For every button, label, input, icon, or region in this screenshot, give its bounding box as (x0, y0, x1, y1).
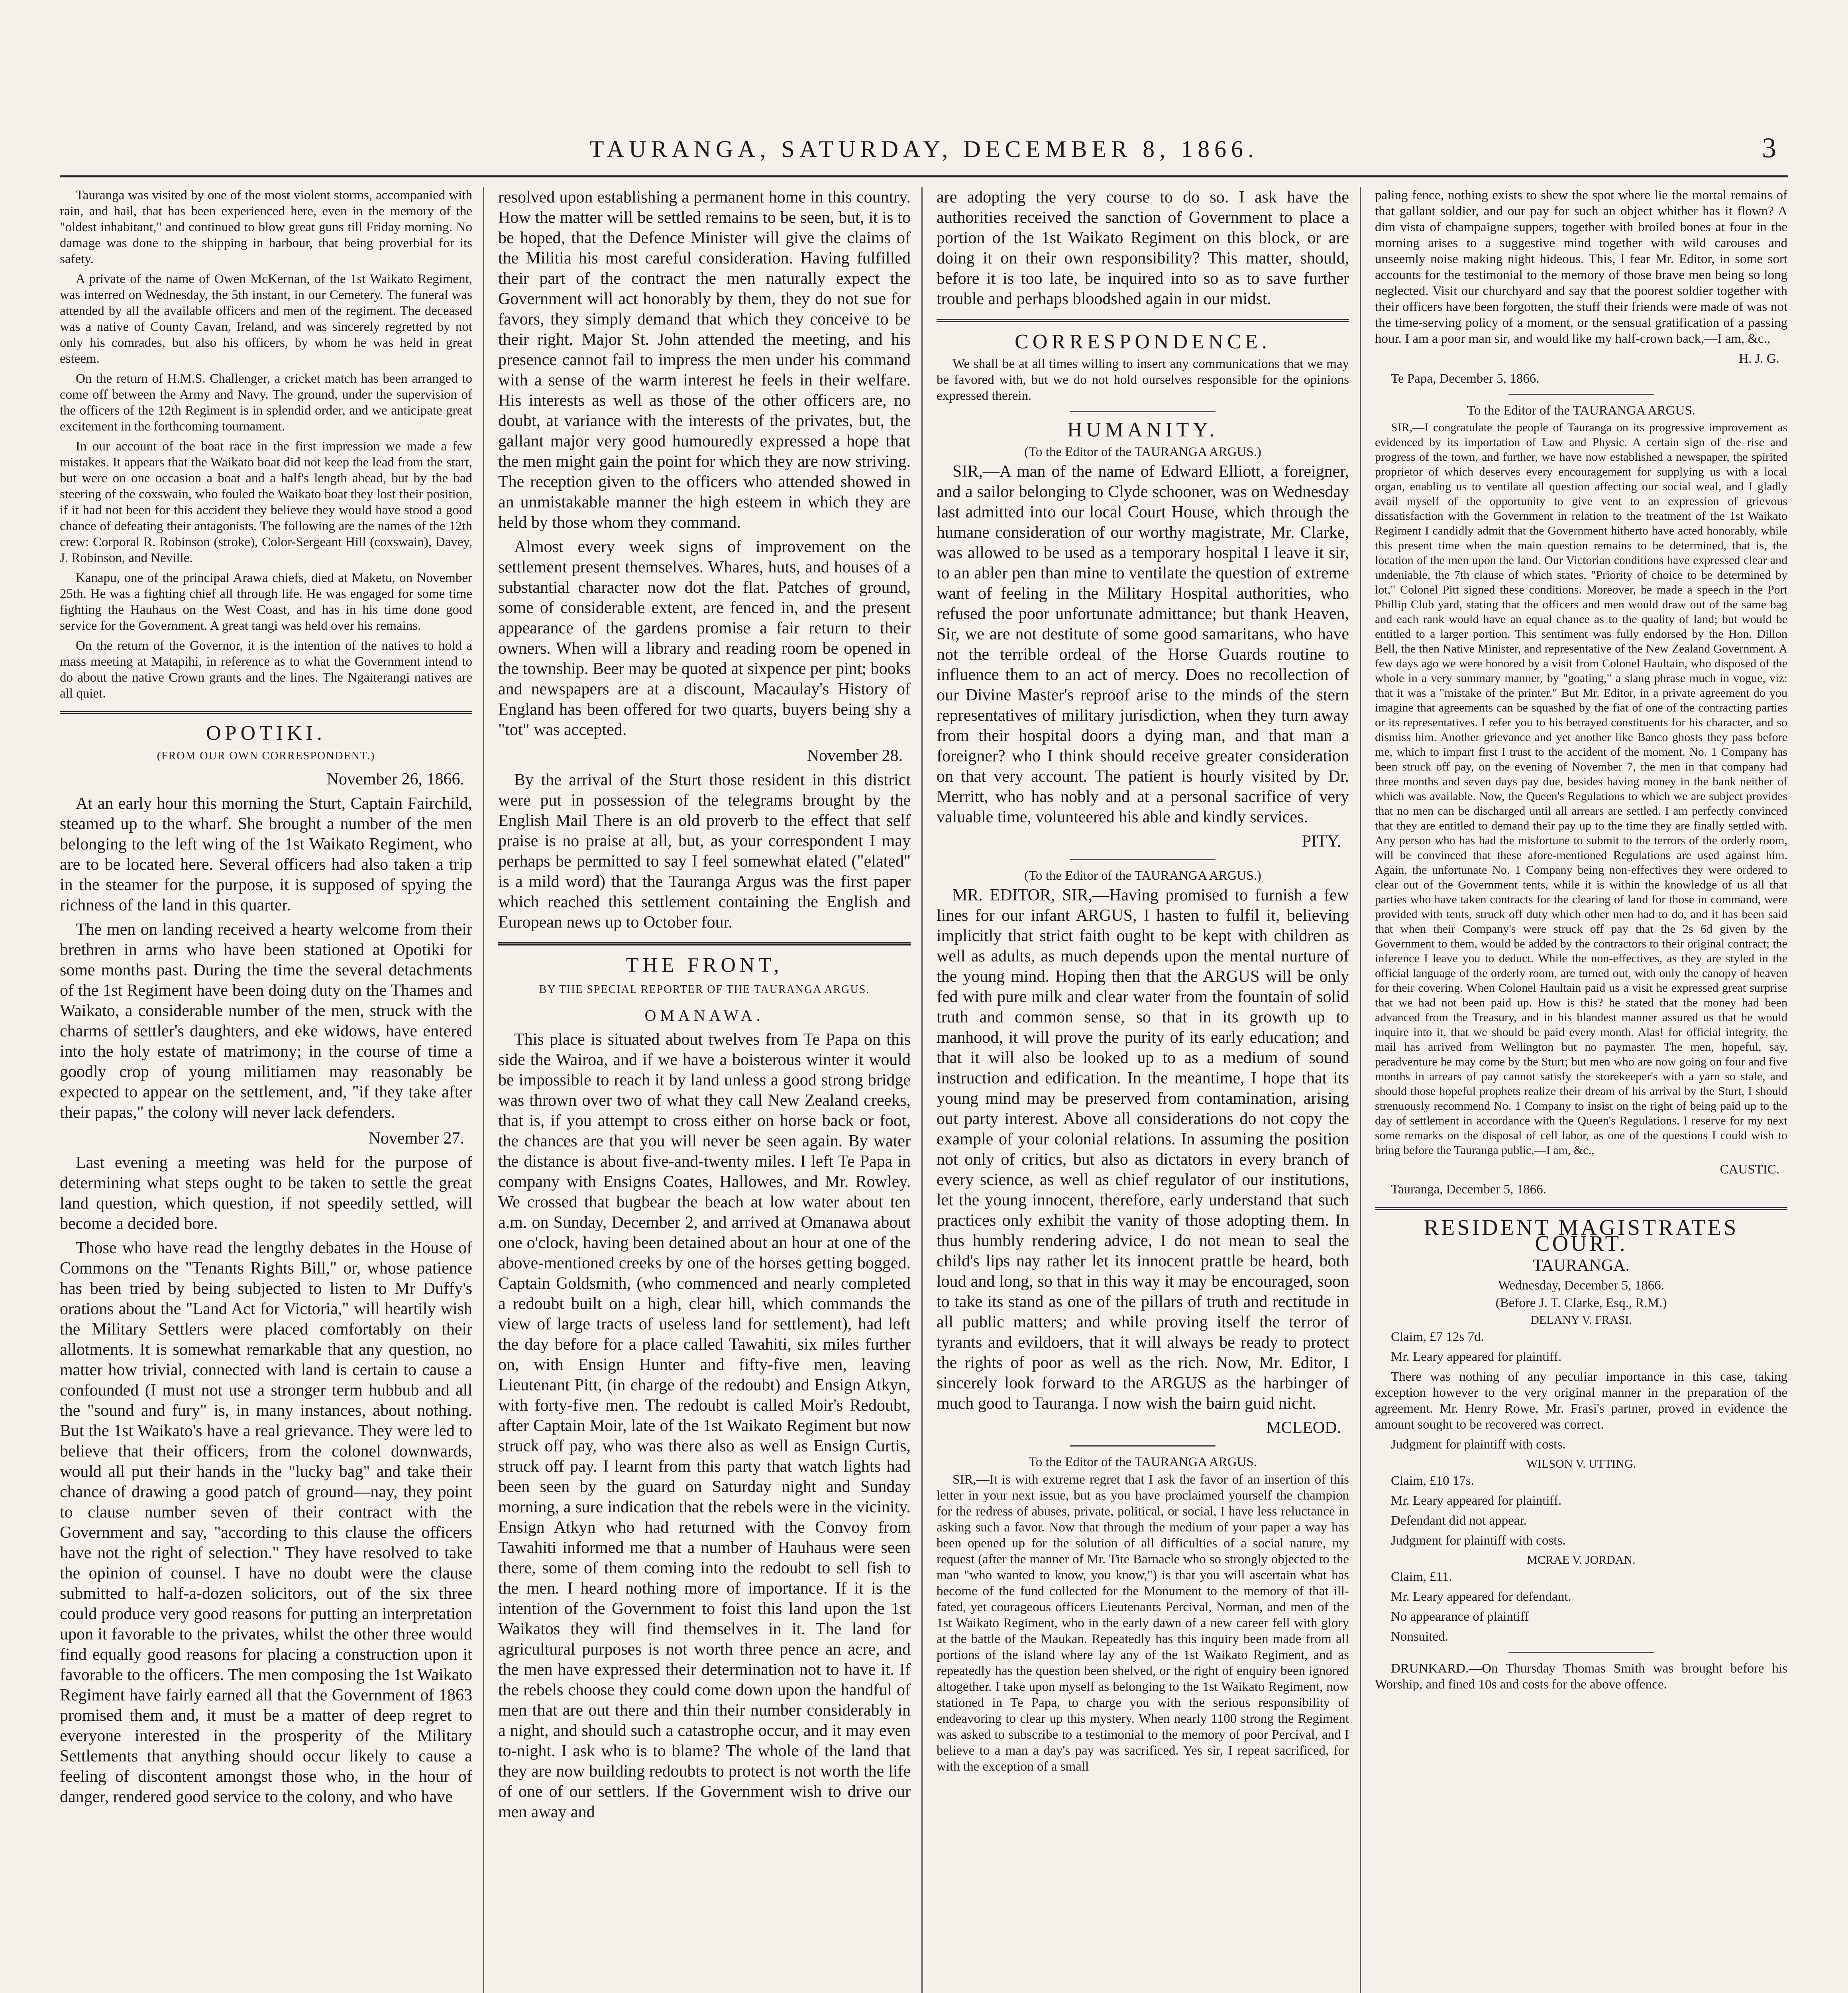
article-paragraph: The men on landing received a hearty welcome from their brethren in arms who have been stationed at Opotiki for some months past. During the time the several detachments of the 1st Regiment have been doing duty on the Thames and Waikato, a considerable number of the men, struck with the charms of settler's daughters, and eke widows, have entered into the holy estate of matrimony; in the course of time a goodly crop of young militiamen may reasonably be expected to appear on the settlement, and, "if they take after their papas," the colony will never lack defenders. (60, 920, 472, 1122)
case-line: Judgment for plaintiff with costs. (1391, 1533, 1566, 1548)
court-place: TAURANGA. (1533, 1256, 1630, 1275)
divider (1070, 859, 1215, 861)
case-line: No appearance of plaintiff (1391, 1610, 1529, 1624)
letter-body: paling fence, nothing exists to shew the spot where lie the mortal remains of that gallant soldier, and our pay for such an object whither has it flown? A dim vista of champaigne suppers, together with broiled bones at four in the morning arises to a suggestive mind together with wild carouses and unseemly noise making night hideous. This, I fear Mr. Editor, in some sort accounts for the testimonial to the memory of those brave men being so long neglected. Visit our churchyard and say that the poorest soldier together with their officers have been forgotten, the stuff their friends were made of was not the time-serving policy of a moment, or the sensual gratification of a passing hour. I am a poor man sir, and would like my half-crown back,—I am, &c., (1375, 188, 1787, 346)
column-2 (498, 187, 911, 1826)
column-rule (1360, 187, 1361, 1993)
letter-address: (To the Editor of the TAURANGA ARGUS.) (1024, 445, 1261, 459)
news-paragraph: On the return of the Governor, it is the intention of the natives to hold a mass meeting at Matapihi, in reference as to what the Government intend to do about the native Crown grants and the lines. The Ngaiterangi natives are all quiet. (60, 639, 472, 701)
column-1 (60, 187, 472, 1811)
letter-signature: PITY. (1302, 832, 1341, 851)
case-title: MCRAE V. JORDAN. (1527, 1553, 1636, 1566)
section-divider (498, 942, 911, 945)
letter-body: SIR,—I congratulate the people of Tauranga on its progressive improvement as evidenced by its importation of Law and Physic. A certain sign of the rise and progress of the town, and further, we have now established a newspaper, the spirited proprietor of which deserves every encouragement for supplying us with a local organ, enabling us to ventilate all question affecting our social weal, and I gladly avail myself of the opportunity to give vent to an expression of grievous dissatisfaction with the Government in relation to the treatment of the 1st Waikato Regiment I candidly admit that the Government hitherto have acted honorably, while this present time when the main question remains to be determined, that is, the location of the men upon the land. Our Victorian conditions have expressed clear and undeniable, the 7th clause of which states, "Priority of choice to be determined by lot," Colonel Pitt signed these conditions. Moreover, he made a speech in the Port Phillip Club yard, stating that the officers and men would draw out of the same bag and each rank would have an equal chance as to the quality of land; but would be entitled to a larger portion. This sentiment was fully endorsed by the Hon. Dillon Bell, the then Native Minister, and representative of the New Zealand Government. A few days ago we were honored by a visit from Colonel Haultain, who disposed of the whole in a very summary manner, by "goating," a slang phrase much in vogue, viz: that it was a "mistake of the printer." But Mr. Editor, in a private agreement do you imagine that agreements can be squashed by the fiat of one of the contracting parties or its representatives. I refer you to his betrayed constituents for his character, and so dismiss him. Another grievance and yet another like Banco ghosts they pass before me, which to impart first I trust to the accident of the moment. No. 1 Company has been struck off pay, on the evening of November 7, the men in that company had three months and seven days pay due, besides having money in the bank neither of which was available. Now, the Queen's Regulations to which we are subject provides that no men can be discharged until all arrears are settled. I am perfectly convinced that they are entitled to demand their pay up to the time they are finally settled with. Any person who has had the misfortune to submit to the terrors of the orderly room, will be convinced that these afore-mentioned Regulations are used against him. Again, the unfortunate No. 1 Company being non-effectives they were ordered to clear out of the Government tents, while it is within the knowledge of us all that parties who have taken contracts for the clearing of land for those in command, were provided with tents, struck off duty which other men had to do, and it has been said that when their Company's were struck off pay that the 2s 6d given by the Government to them, would be added by the contractors to their original contract; the inference I leave you to deduct. While the non-effectives, as they are styled in the official language of the orderly room, are turned out, with only the canopy of heaven for their covering. When Colonel Haultain paid us a visit he expressed great surprise that we had not been paid up. How is this? he stated that the money had been advanced from the Treasury, and in his blandest manner assured us that he would inquire into it, that we should be paid every month. Alas! for official integrity, the mail has arrived from Wellington but no paymaster. The men, hopeful, say, peradventure he may come by the Sturt; but men who are now going on four and five months in arrears of pay cannot satisfy the storekeeper's with a yarn so stale, and should those hopeful prophets realize their dream of his arrival by the Sturt, I should strenuously recommend No. 1 Company to insist on the right of being paid up to the day of settlement in accordance with the Queen's Regulations. I reserve for my next some remarks on the disposal of cell labor, as one of the questions I could wish to bring before the Tauranga public,—I am, &c., (1375, 421, 1787, 1157)
letter-signature: CAUSTIC. (1720, 1162, 1779, 1177)
court-heading: RESIDENT MAGISTRATES COURT. (1424, 1215, 1739, 1256)
case-line: Mr. Leary appeared for plaintiff. (1391, 1350, 1562, 1364)
court-magistrate: (Before J. T. Clarke, Esq., R.M.) (1495, 1296, 1667, 1310)
letter-title: HUMANITY. (1067, 419, 1219, 441)
article-paragraph: are adopting the very course to do so. I ask have the authorities received the sanction of Government to place a portion of the 1st Waikato Regiment on this block, or are doing it on their own responsibility? This matter, should, before it is too late, be inquired into so as to save further trouble and perhaps bloodshed again in our midst. (937, 188, 1349, 308)
case-line: Judgment for plaintiff with costs. (1391, 1437, 1566, 1452)
case-line: Mr. Leary appeared for plaintiff. (1391, 1494, 1562, 1508)
article-dateline: November 27. (368, 1129, 464, 1148)
article-subheading: (FROM OUR OWN CORRESPONDENT.) (157, 750, 375, 762)
article-paragraph: By the arrival of the Sturt those resident in this district were put in possession of the telegrams brought by the English Mail There is an old proverb to the effect that self praise is no praise at all, but, as your correspondent I may perhaps be permitted to say I feel somewhat elated ("elated" is a mild word) that the Tauranga Argus was the first paper which reached this settlement containing the English and European news up to October four. (498, 771, 911, 932)
section-divider (1375, 1207, 1787, 1210)
opotiki-article (60, 769, 472, 1807)
section-divider (937, 319, 1349, 322)
article-heading: THE FRONT, (626, 954, 783, 977)
column-rule (483, 187, 484, 1993)
case-line: There was nothing of any peculiar importance in this case, taking exception however to the very original manner in the preparation of the agreement. Mr. Henry Rowe, Mr. Frasi's partner, proved in evidence the amount sought to be recovered was correct. (1375, 1370, 1787, 1432)
article-paragraph: Last evening a meeting was held for the purpose of determining what steps ought to be taken to settle the great land question, which question, if not speedily settled, will become a decided bore. (60, 1154, 472, 1233)
divider (1070, 1445, 1215, 1447)
news-paragraph: A private of the name of Owen McKernan, of the 1st Waikato Regiment, was interred on Wednesday, the 5th instant, in our Cemetery. The funeral was attended by all the available officers and men of the regiment. The deceased was a native of County Cavan, Ireland, and was sincerely regretted by not only his comrades, but also his officers, by whom he was held in great esteem. (60, 272, 472, 366)
masthead-title: TAURANGA, SATURDAY, DECEMBER 8, 1866. (589, 136, 1259, 162)
divider (1508, 1652, 1654, 1653)
case-line: Claim, £10 17s. (1391, 1474, 1475, 1488)
column-3 (937, 187, 1349, 1779)
article-place: OMANAWA. (644, 1006, 764, 1024)
news-paragraph: In our account of the boat race in the first impression we made a few mistakes. It appears that the Waikato boat did not keep the lead from the start, but were on one occasion a boat and a half's length ahead, but by the bad steering of the coxswain, who fouled the Waikato boat they lost their position, if it had not been for this accident they believe they would have stood a good chance of defeating their antagonists. The following are the names of the 12th crew: Corporal R. Robinson (stroke), Color-Sergeant Hill (coxswain), Davey, J. Robinson, and Neville. (60, 439, 472, 565)
article-paragraph: resolved upon establishing a permanent home in this country. How the matter will be settled remains to be seen, but, it is to be hoped, that the Defence Minister will give the claims of the Militia his most careful consideration. Having fulfilled their part of the contract the men naturally expect the Government will act honorably by them, they do not sue for favors, they simply demand that which they conceive to be their right. Major St. John attended the meeting, and his presence cannot fail to impress the men under his command with a sense of the warm interest he feels in their welfare. His interests as well as those of the other officers are, no doubt, at variance with the interests of the privates, but, the gallant major very good humouredly expressed a hope that the men might gain the point for which they are now striving. The reception given to the officers who attended showed in an unmistakable manner the high esteem in which they are held by those whom they command. (498, 188, 911, 532)
court-date: Wednesday, December 5, 1866. (1498, 1278, 1664, 1293)
article-paragraph: At an early hour this morning the Sturt, Captain Fairchild, steamed up to the wharf. She brought a number of the men belonging to the left wing of the 1st Waikato Regiment, who are to be located here. Several officers had also taken a trip in the steamer for the purpose, it is supposed of spying the richness of the land in this quarter. (60, 794, 472, 914)
section-divider (60, 711, 472, 714)
local-news (60, 187, 472, 702)
case-title: DELANY V. FRASI. (1530, 1313, 1632, 1327)
letter-body: MR. EDITOR, SIR,—Having promised to furnish a few lines for our infant ARGUS, I hasten to fulfil it, believing implicitly that strict faith ought to be kept with children as well as adults, as much depends upon the mental nurture of the young mind. Hoping then that the ARGUS will be only fed with pure milk and clear water from the fountain of solid truth and common sense, so that in its growth up to manhood, it will prove the purity of its early education; and that it will also be looked up to as a medium of sound instruction and edification. In the meantime, I hope that its young mind may be preserved from contamination, arising out party interest. Above all considerations do not copy the example of your colonial relations. In assuming the position not only of critics, but also as dictators in every branch of every science, as well as chief regulator of our institutions, let the young innocent, therefore, early understand that such practices only exhibit the vanity of those adopting them. In thus humbly rendering advice, I do not mean to seal the child's lips nay rather let its innocent prattle be heard, both loud and long, so that in this way it may be encouraged, soon to take its stand as one of the pillars of truth and rectitude in all public matters; and while proving itself the terror of tyrants and evildoers, that it will always be ready to protect the rights of poor as well as the rich. Now, Mr. Editor, I sincerely look forward to the ARGUS as the harbinger of much good to Tauranga. I now wish the bairn guid nicht. (937, 886, 1349, 1413)
article-paragraph: Those who have read the lengthy debates in the House of Commons on the "Tenants Rights Bill," or, whose patience has been tried by being subjected to listen to Mr Duffy's orations about the "Land Act for Victoria," will heartily wish the Military Settlers were placed comfortably on their allotments. It is somewhat remarkable that any question, no matter how trivial, connected with land is certain to cause a confounded (I must not use a stronger term hubbub and all the "sound and fury" is, in many instances, about nothing. But the 1st Waikato's have a real grievance. They were led to believe that their officers, from the colonel downwards, would all put their hands in the "lucky bag" and take their chance of drawing a good patch of ground—nay, they point to clause number seven of their contract with the Government and say, "according to this clause the officers have not the right of selection." They have resolved to take the opinion of counsel. I have no doubt were the clause submitted to half-a-dozen solicitors, out of the six three could produce very good reasons for putting an interpretation upon it favorable to the privates, whilst the other three would find equally good reasons for placing a construction upon it favorable to the officers. The men composing the 1st Waikato Regiment have fairly earned all that the Government of 1863 promised them and, it must be a matter of deep regret to everyone interested in the prosperity of the Military Settlements that anything should occur likely to cause a feeling of discontent amongst those who, in the hour of danger, rendered good service to the colony, and who have (60, 1239, 472, 1806)
letter-address: To the Editor of the TAURANGA ARGUS. (1467, 403, 1695, 418)
case-line: Claim, £7 12s 7d. (1391, 1330, 1484, 1344)
article-dateline: November 28. (807, 747, 903, 765)
letter-body: SIR,—A man of the name of Edward Elliott, a foreigner, and a sailor belonging to Clyde schooner, was on Wednesday last admitted into our local Court House, which through the humane consideration of our worthy magistrate, Mr. Clarke, was allowed to be used as a temporary hospital I leave it sir, to an abler pen than mine to ventilate the question of extreme want of feeling in the Military Hospital authorities, who refused the poor unfortunate admittance; but thank Heaven, Sir, we are not destitute of some good samaritans, who have not the terrible ordeal of the Horse Guards routine to influence them to an act of mercy. Does no recollection of our Divine Master's reproof arise to the minds of the stern representatives of military jurisdiction, when they turn away from their hospital doors a dying man, and that man a foreigner? who I think should receive greater consideration on that very account. The patient is hourly visited by Dr. Merritt, who has nobly and at a personal sacrifice of very valuable time, volunteered his able and kindly services. (937, 462, 1349, 826)
case-line: Claim, £11. (1391, 1570, 1452, 1584)
page-number: 3 (1762, 132, 1776, 164)
running-head (60, 132, 1788, 177)
column-rule (921, 187, 923, 1993)
letter-dateline: Tauranga, December 5, 1866. (1391, 1182, 1546, 1197)
letter-body: SIR,—It is with extreme regret that I ask the favor of an insertion of this letter in your next issue, but as you have proclaimed yourself the champion for the redress of abuses, private, political, or social, I have less reluctance in asking such a favor. Now that through the medium of your paper a way has been opened up for the solution of all difficulties of a social nature, my request (after the manner of Mr. Tite Barnacle who so strongly objected to the man "who wanted to know, you know,") is that you will ascertain what has become of the fund collected for the Monument to the memory of that ill-fated, yet courageous officers Lieutenants Percival, Norman, and men of the 1st Waikato Regiment, who in the early dawn of a new career fell with glory at the battle of the Maukan. Repeatedly has this inquiry been made from all portions of the island where lay any of the 1st Waikato Regiment, and as repeatedly has the question been shelved, or the right of enquiry been ignored altogether. I take upon myself as belonging to the 1st Waikato Regiment, now stationed in Te Papa, to charge you with the serious responsibility of endeavoring to clear up this mystery. When nearly 1100 strong the Regiment was asked to subscribe to a testimonial to the memory of poor Percival, and I believe to a man a day's pay was sacrificed. Yes sir, I repeat sacrificed, for with the exception of a small (937, 1472, 1349, 1774)
case-title: WILSON V. UTTING. (1526, 1457, 1636, 1470)
news-paragraph: On the return of H.M.S. Challenger, a cricket match has been arranged to come off between the Army and Navy. The ground, under the supervision of the officers of the 12th Regiment is in splendid order, and we anticipate great excitement in the forthcoming tournament. (60, 371, 472, 434)
letter-signature: MCLEOD. (1266, 1419, 1341, 1437)
section-heading: CORRESPONDENCE. (1015, 330, 1271, 353)
news-paragraph: Kanapu, one of the principal Arawa chiefs, died at Maketu, on November 25th. He was a fighting chief all through life. He was engaged for some time fighting the Hauhaus on the West Coast, and has in his time done good service for the Government. A great tangi was held over his remains. (60, 571, 472, 633)
news-paragraph: Tauranga was visited by one of the most violent storms, accompanied with rain, and hail, that has been experienced here, even in the memory of the "oldest inhabitant," and continued to blow great guns till Friday morning. No damage was done to the shipping in harbour, that being proverbial for its safety. (60, 188, 472, 266)
letter-address: (To the Editor of the TAURANGA ARGUS.) (1024, 869, 1261, 883)
case-line: Nonsuited. (1391, 1629, 1448, 1644)
article-paragraph: Almost every week signs of improvement on the settlement present themselves. Whares, huts, and houses of a substantial character now dot the flat. Patches of ground, some of considerable extent, are fenced in, and the present appearance of the gardens promise a fair return to their owners. When will a library and reading room be opened in the township. Beer may be quoted at sixpence per pint; books and newspapers are at a discount, Macaulay's History of England has been offered for two quarts, buyers being shy a "tot" was accepted. (498, 538, 911, 739)
divider (1508, 394, 1654, 395)
divider (1070, 411, 1215, 413)
letter-address: To the Editor of the TAURANGA ARGUS. (1029, 1455, 1257, 1469)
letter-signature: H. J. G. (1739, 352, 1779, 366)
column-4 (1375, 187, 1787, 1696)
article-heading: OPOTIKI. (206, 722, 326, 745)
editorial-notice: We shall be at all times willing to insert any communications that we may be favored with, but we do not hold ourselves responsible for the opinions expressed therein. (937, 357, 1349, 403)
article-subheading: BY THE SPECIAL REPORTER OF THE TAURANGA ARGUS. (539, 983, 870, 996)
case-line: Defendant did not appear. (1391, 1513, 1527, 1528)
letter-dateline: Te Papa, December 5, 1866. (1391, 371, 1540, 386)
case-line: Mr. Leary appeared for defendant. (1391, 1590, 1571, 1604)
article-paragraph: This place is situated about twelves from Te Papa on this side the Wairoa, and if we have a boisterous winter it would be impossible to reach it by land unless a good strong bridge was thrown over two of what they call New Zealand creeks, that is, if you attempt to cross either on horse back or foot, the chances are that you will never be seen again. By water the distance is about five-and-twenty miles. I left Te Papa in company with Ensigns Coates, Hallowes, and Mr. Rowley. We crossed that bugbear the beach at low water about ten a.m. on Sunday, December 2, and arrived at Omanawa about one o'clock, having been detained about an hour at one of the above-mentioned creeks by one of the horses getting bogged. Captain Goldsmith, (who commenced and nearly completed a redoubt built on a high, clear hill, which commands the view of large tracts of useless land for settlement), had left the day before for a place called Tawahiti, six miles further on, with Ensign Hunter and fifty-five men, leaving Lieutenant Pitt, (in charge of the redoubt) and Ensign Atkyn, with forty-five men. The redoubt is called Moir's Redoubt, after Captain Moir, late of the 1st Waikato Regiment but now struck off pay, who was there also as well as Ensign Curtis, struck off pay. I learnt from this party that watch lights had been seen by the guard on Saturday night and Sunday morning, a sure indication that the rebels were in the vicinity. Ensign Atkyn who had returned with the Convoy from Tawahiti informed me that a number of Hauhaus were seen there, some of them coming into the redoubt to sell fish to the men. I heard nothing more of importance. If it is the intention of the Government to foist this land upon the 1st Waikatos they will find themselves in it. The land for agricultural purposes is not worth three pence an acre, and the men have expressed their determination not to have it. If the rebels choose they could come down upon the handful of men that are out there and thin their number considerably in a night, and should such a catastrophe occur, and it may even to-night. I ask who is to blame? The whole of the land that they are now building redoubts to protect is not worth the life of one of our settlers. If the Government wish to drive our men away and (498, 1030, 911, 1821)
drunkard-notice: DRUNKARD.—On Thursday Thomas Smith was brought before his Worship, and fined 10s and costs for the above offence. (1375, 1661, 1787, 1692)
article-dateline: November 26, 1866. (326, 770, 464, 788)
